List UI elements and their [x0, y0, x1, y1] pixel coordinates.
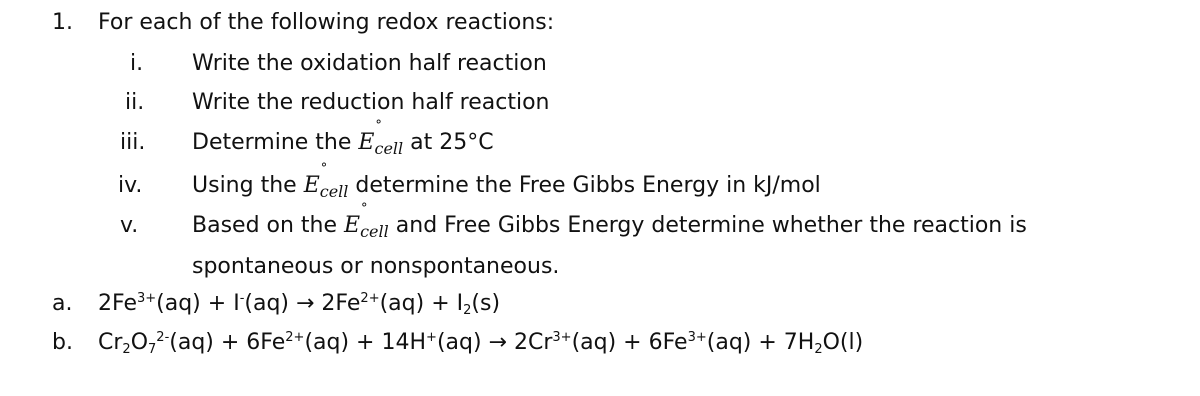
- step-v-continuation: spontaneous or nonspontaneous.: [192, 254, 560, 279]
- step-text-iv: [192, 161, 821, 201]
- step-v-text-before: Based on the: [192, 213, 338, 238]
- step-text-ii: Write the reduction half reaction: [192, 90, 550, 115]
- step-v-text-after: and Free Gibbs Energy determine whether the reaction is: [395, 213, 1027, 238]
- step-numeral-iv: iv.: [118, 173, 143, 198]
- reaction-b-equation: $Cr_2O_7^{2-}(aq) + 6Fe^{2+}(aq) + 14H^+(aq) \to 2Cr^{3+}(aq) + 6Fe^{3+}(aq) + 7H_2O(l)$: [98, 330, 864, 357]
- step-text-i: Write the oxidation half reaction: [192, 51, 547, 76]
- reaction-letter-b: b.: [52, 330, 73, 355]
- step-numeral-iii: iii.: [120, 130, 146, 155]
- reaction-letter-a: a.: [52, 291, 73, 316]
- question-prompt: For each of the following redox reactions:: [98, 10, 555, 35]
- step-iv-text-after: determine the Free Gibbs Energy in kJ/mol: [355, 173, 821, 198]
- reaction-a-equation: $2Fe^{3+}(aq) + I^-(aq) \to 2Fe^{2+}(aq) + I_2(s)$: [98, 291, 501, 318]
- step-numeral-ii: ii.: [125, 90, 145, 115]
- step-iii-text-after: at 25°C: [410, 130, 494, 155]
- ecell-symbol: E ° $_{cell}$: [344, 201, 389, 241]
- step-numeral-v: v.: [120, 213, 139, 238]
- step-text-v: [192, 201, 1027, 241]
- reaction-arrow-icon: →: [296, 291, 315, 316]
- step-text-iii: [192, 118, 494, 158]
- step-numeral-i: i.: [130, 51, 144, 76]
- ecell-symbol: E ° $_{cell}$: [358, 118, 404, 158]
- ecell-symbol: E ° $_{cell}$: [303, 161, 349, 201]
- step-iv-text-before: Using the: [192, 173, 297, 198]
- step-iii-text-before: Determine the: [192, 130, 352, 155]
- question-number: 1.: [52, 10, 73, 35]
- reaction-arrow-icon: →: [488, 330, 507, 355]
